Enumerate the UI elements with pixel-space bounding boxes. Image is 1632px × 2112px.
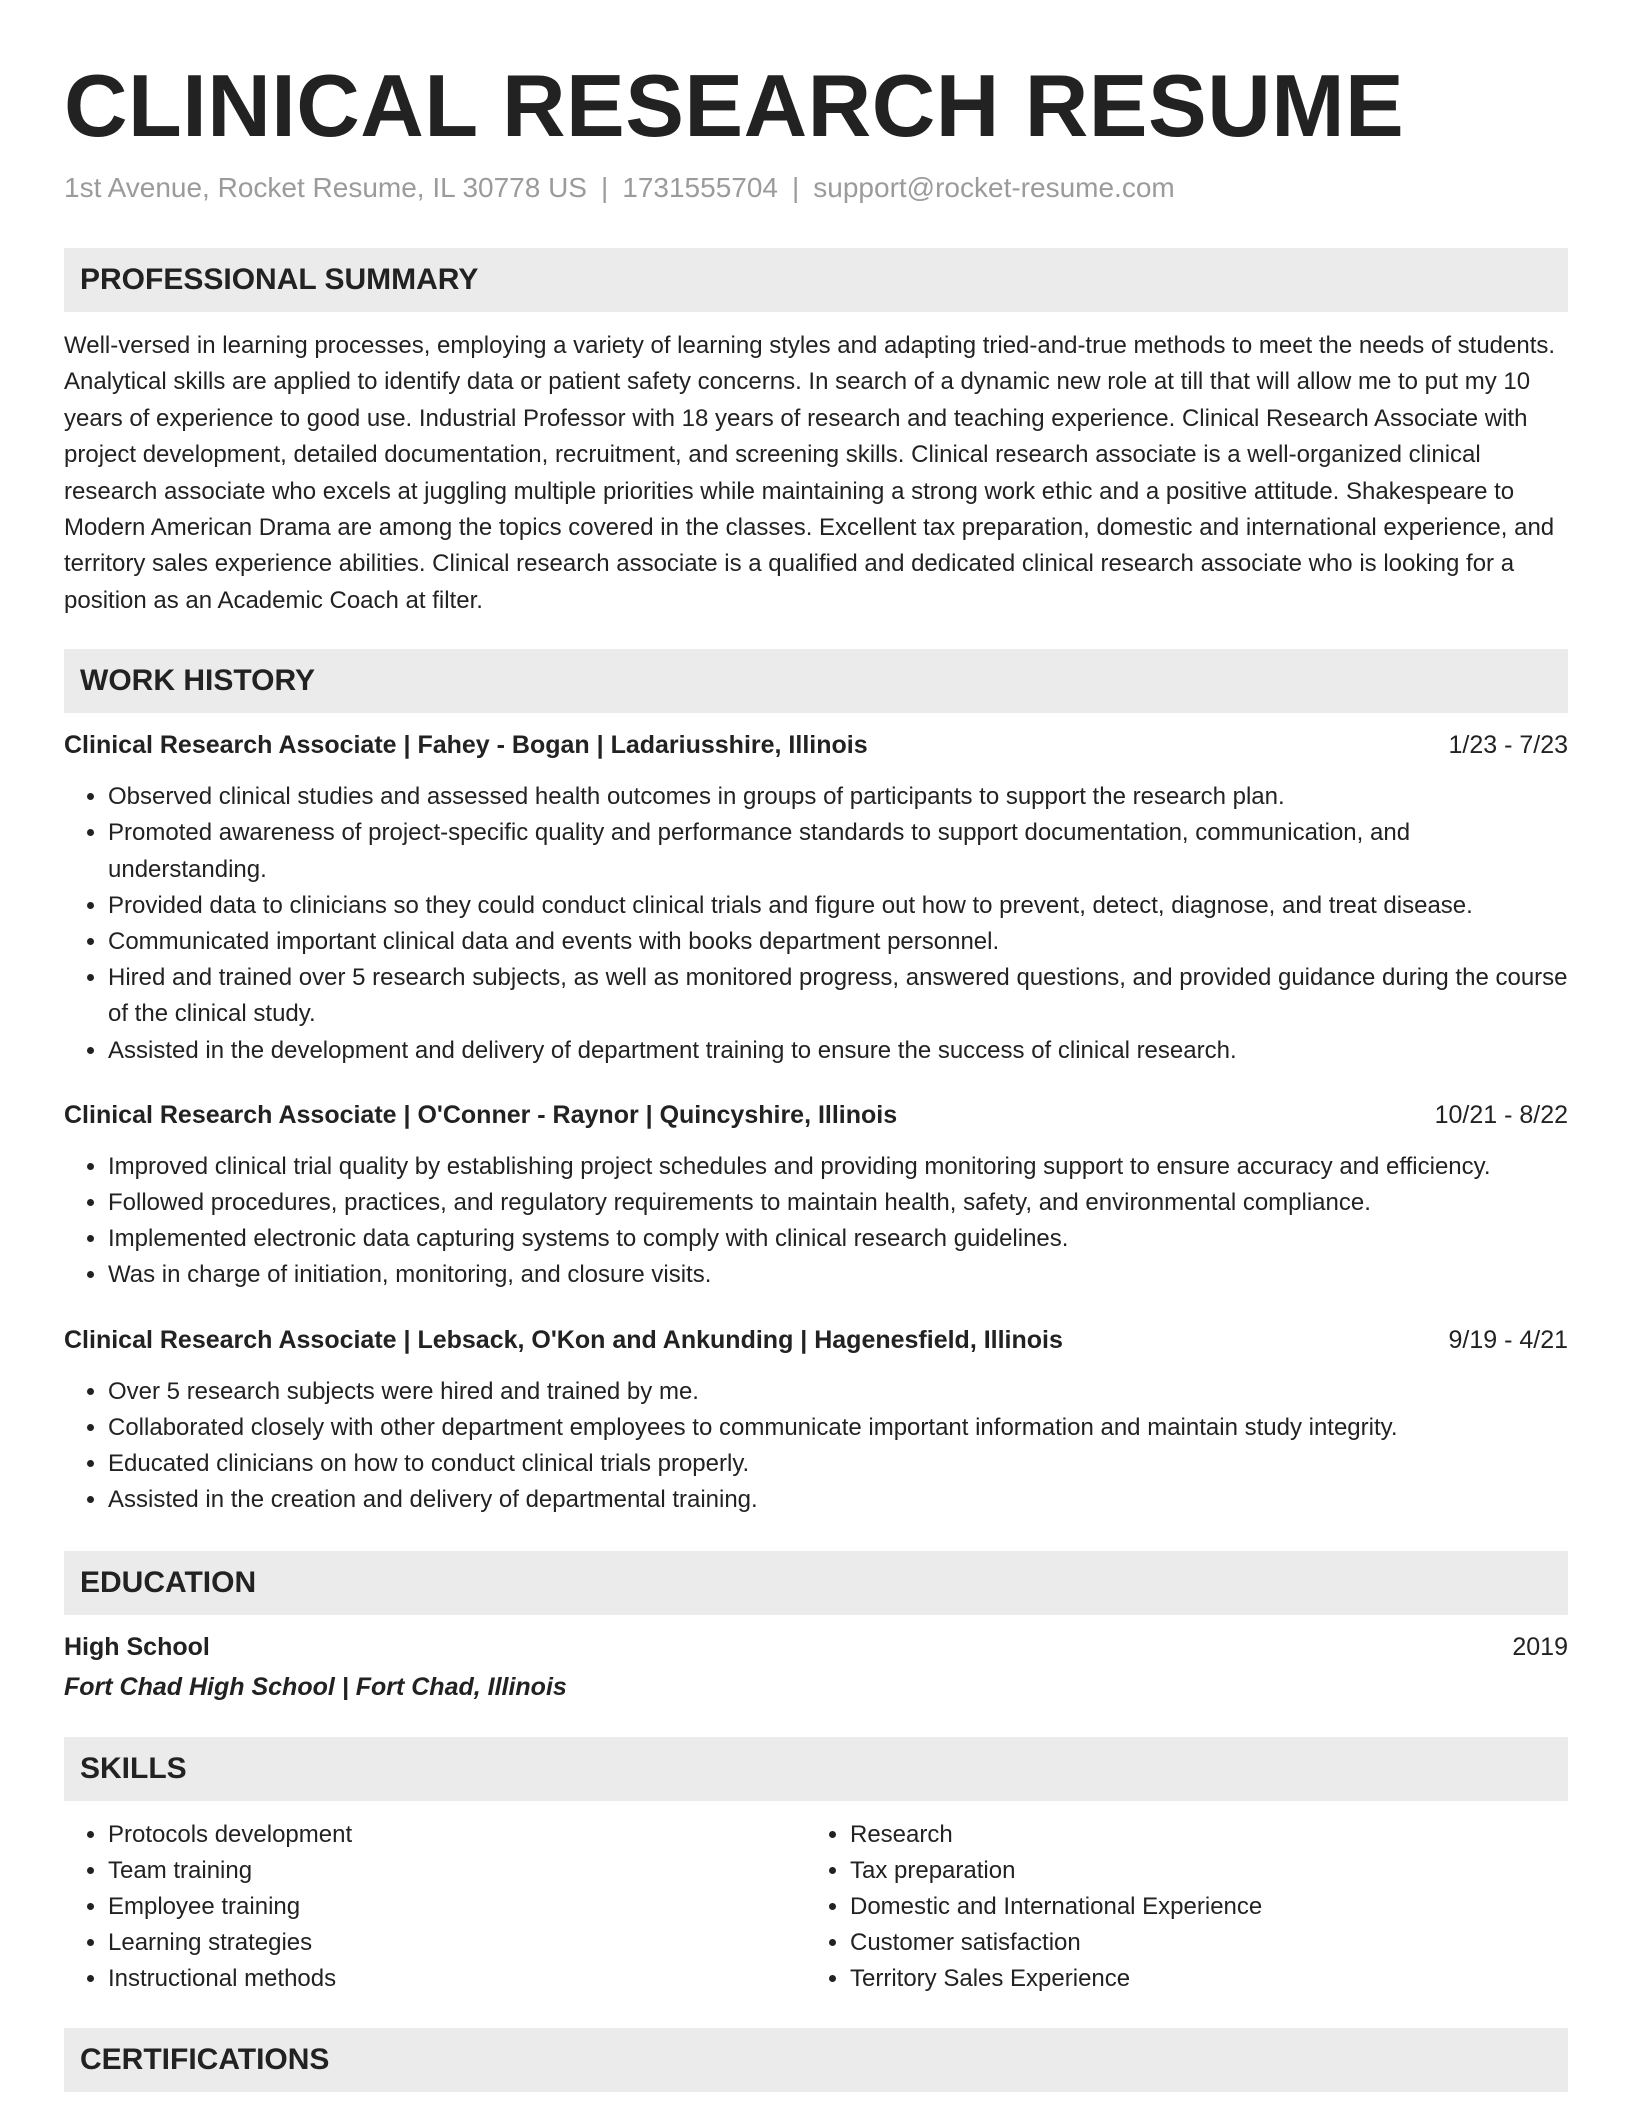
contact-email: support@rocket-resume.com (813, 172, 1175, 203)
skills-list-right (806, 1817, 1548, 1998)
job-entry (64, 1322, 1568, 1519)
education-year: 2019 (1512, 1632, 1568, 1661)
job-header (64, 1322, 1568, 1358)
skill-item: • Employee training (108, 1889, 806, 1925)
job-bullet: • Communicated important clinical data and events with books department personnel. (108, 924, 1568, 960)
job-dates: 1/23 - 7/23 (1448, 731, 1568, 760)
skill-item: • Customer satisfaction (850, 1925, 1548, 1961)
job-bullet: • Implemented electronic data capturing systems to comply with clinical research guidelines. (108, 1221, 1568, 1257)
job-bullet: • Observed clinical studies and assessed health outcomes in groups of participants to support the research plan. (108, 779, 1568, 815)
job-bullet-list (64, 1149, 1568, 1294)
job-bullet: • Educated clinicians on how to conduct clinical trials properly. (108, 1446, 1568, 1482)
job-title: Clinical Research Associate | Lebsack, O'Kon and Ankunding | Hagenesfield, Illinois (64, 1325, 1063, 1354)
education-entry (64, 1629, 1568, 1665)
education-degree: High School (64, 1632, 210, 1661)
skill-item: • Territory Sales Experience (850, 1961, 1548, 1997)
skill-item: • Protocols development (108, 1817, 806, 1853)
job-bullet: • Was in charge of initiation, monitoring, and closure visits. (108, 1257, 1568, 1293)
job-entry (64, 727, 1568, 1069)
contact-separator: | (792, 172, 800, 203)
summary-text: Well-versed in learning processes, employing a variety of learning styles and adapting tried-and-true methods to meet the needs of students. Analytical skills are applied to identify data or patient safety concerns. In search of a dynamic new role at till that will allow me to put my 10 years of experience to good use. Industrial Professor with 18 years of research and teaching experience. Clinical Research Associate with project development, detailed documentation, recruitment, and screening skills. Clinical research associate is a well-organized clinical research associate who excels at juggling multiple priorities while maintaining a strong work ethic and a positive attitude. Shakespeare to Modern American Drama are among the topics covered in the classes. Excellent tax preparation, domestic and international experience, and territory sales experience abilities. Clinical research associate is a qualified and dedicated clinical research associate who is looking for a position as an Academic Coach at filter. (64, 332, 1556, 614)
job-bullet: • Hired and trained over 5 research subjects, as well as monitored progress, answered questions, and provided guidance during the course of the clinical study. (108, 960, 1568, 1032)
contact-phone: 1731555704 (622, 172, 778, 203)
skills-list-left (64, 1817, 806, 1998)
skill-item: • Domestic and International Experience (850, 1889, 1548, 1925)
job-entry (64, 1097, 1568, 1294)
job-dates: 9/19 - 4/21 (1448, 1325, 1568, 1354)
skill-item: • Research (850, 1817, 1548, 1853)
skills-columns (64, 1817, 1568, 1998)
skill-item: • Tax preparation (850, 1853, 1548, 1889)
skill-item: • Learning strategies (108, 1925, 806, 1961)
contact-separator: | (600, 172, 609, 203)
section-header-skills: SKILLS (64, 1737, 1568, 1801)
section-header-work-history: WORK HISTORY (64, 649, 1568, 713)
skill-item: • Team training (108, 1853, 806, 1889)
resume-title: CLINICAL RESEARCH RESUME (64, 56, 1405, 155)
job-title: Clinical Research Associate | O'Conner - Raynor | Quincyshire, Illinois (64, 1100, 898, 1129)
contact-address: 1st Avenue, Rocket Resume, IL 30778 US (64, 172, 587, 203)
job-header (64, 1097, 1568, 1133)
job-bullet-list (64, 1374, 1568, 1519)
section-header-certifications: CERTIFICATIONS (64, 2028, 1568, 2092)
job-bullet: • Assisted in the development and delivery of department training to ensure the success of clinical research. (108, 1033, 1568, 1069)
job-bullet: • Promoted awareness of project-specific quality and performance standards to support documentation, communication, and understanding. (108, 815, 1568, 887)
education-school: Fort Chad High School | Fort Chad, Illinois (64, 1672, 567, 1701)
job-bullet: • Collaborated closely with other department employees to communicate important information and maintain study integrity. (108, 1410, 1568, 1446)
section-header-summary: PROFESSIONAL SUMMARY (64, 248, 1568, 312)
job-bullet: • Followed procedures, practices, and regulatory requirements to maintain health, safety, and environmental compliance. (108, 1185, 1568, 1221)
job-bullet: • Provided data to clinicians so they could conduct clinical trials and figure out how to prevent, detect, diagnose, and treat disease. (108, 888, 1568, 924)
job-bullet: • Over 5 research subjects were hired and trained by me. (108, 1374, 1568, 1410)
job-title: Clinical Research Associate | Fahey - Bogan | Ladariusshire, Illinois (64, 731, 868, 760)
job-bullet-list (64, 779, 1568, 1069)
job-bullet: • Assisted in the creation and delivery of departmental training. (108, 1482, 1568, 1518)
skill-item: • Instructional methods (108, 1961, 806, 1997)
section-header-education: EDUCATION (64, 1551, 1568, 1615)
job-dates: 10/21 - 8/22 (1434, 1100, 1568, 1129)
contact-line (64, 170, 1568, 206)
job-header (64, 727, 1568, 763)
job-bullet: • Improved clinical trial quality by establishing project schedules and providing monitoring support to ensure accuracy and efficiency. (108, 1149, 1568, 1185)
